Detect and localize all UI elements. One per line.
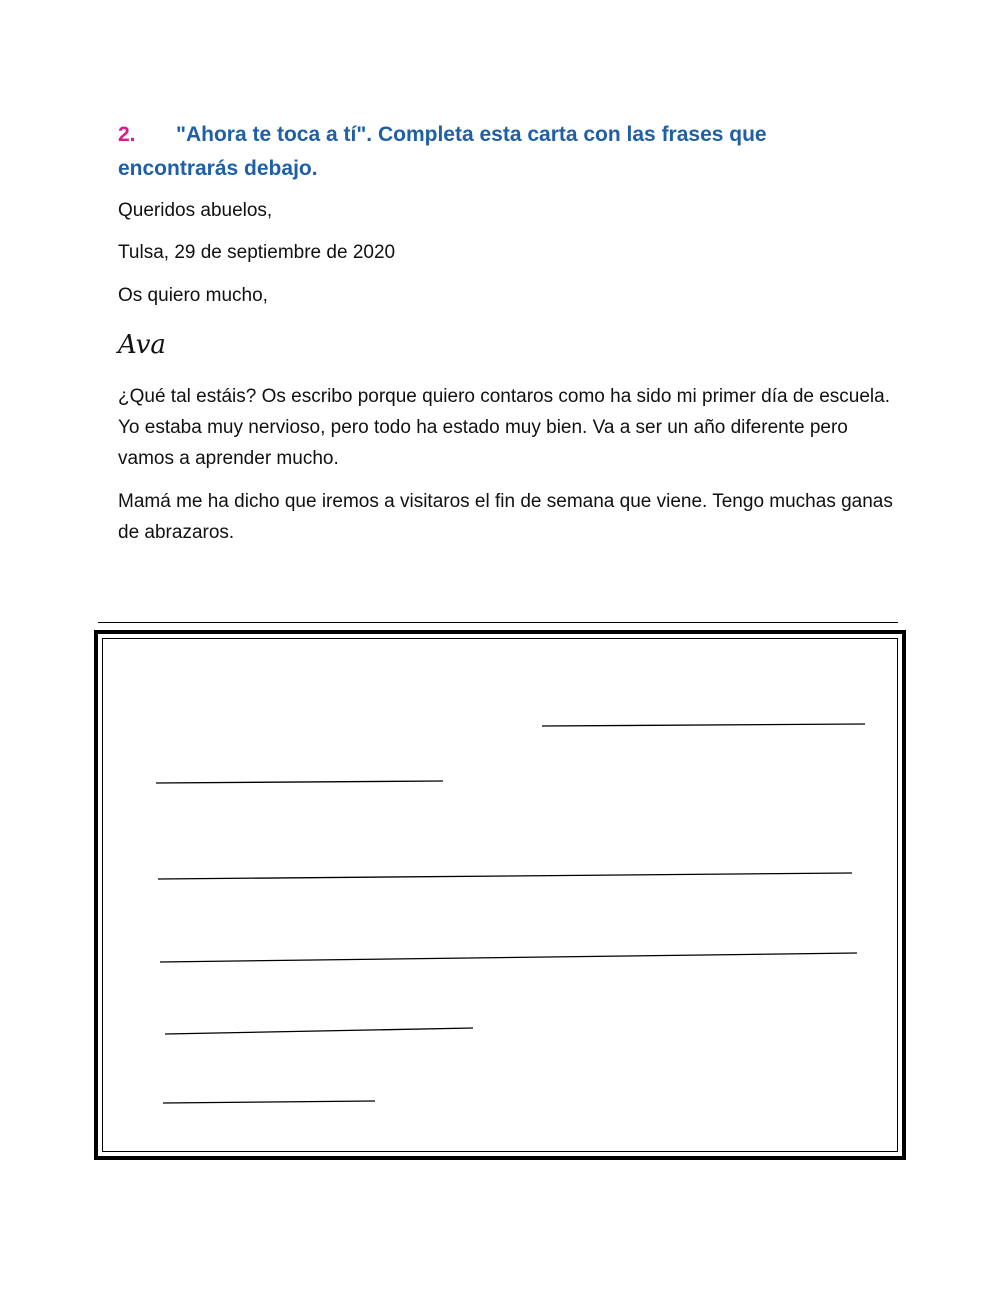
blank-closing-line[interactable] bbox=[165, 1028, 473, 1034]
blank-date-line[interactable] bbox=[542, 724, 865, 726]
phrase-paragraph-1[interactable]: ¿Qué tal estáis? Os escribo porque quiero contaros como ha sido mi primer día de escuela. Yo estaba muy nervioso, pero todo ha estado muy bien. Va a ser un año diferente pero vamos a aprender mucho. bbox=[118, 386, 890, 469]
phrase-date[interactable]: Tulsa, 29 de septiembre de 2020 bbox=[118, 242, 396, 263]
blank-paragraph-2-line[interactable] bbox=[160, 953, 857, 962]
phrase-closing[interactable]: Os quiero mucho, bbox=[118, 285, 268, 306]
phrase-signature[interactable]: Ava bbox=[118, 330, 166, 360]
phrase-greeting[interactable]: Queridos abuelos, bbox=[118, 200, 273, 221]
phrase-paragraph-2[interactable]: Mamá me ha dicho que iremos a visitaros el fin de semana que viene. Tengo muchas ganas de abrazaros. bbox=[118, 491, 893, 543]
blank-greeting-line[interactable] bbox=[156, 781, 443, 783]
blank-paragraph-1-line[interactable] bbox=[158, 873, 852, 879]
exercise-instruction: "Ahora te toca a tí". Completa esta carta con las frases que encontrarás debajo. bbox=[118, 123, 767, 180]
blank-signature-line[interactable] bbox=[163, 1101, 375, 1103]
exercise-number: 2. bbox=[118, 123, 136, 146]
